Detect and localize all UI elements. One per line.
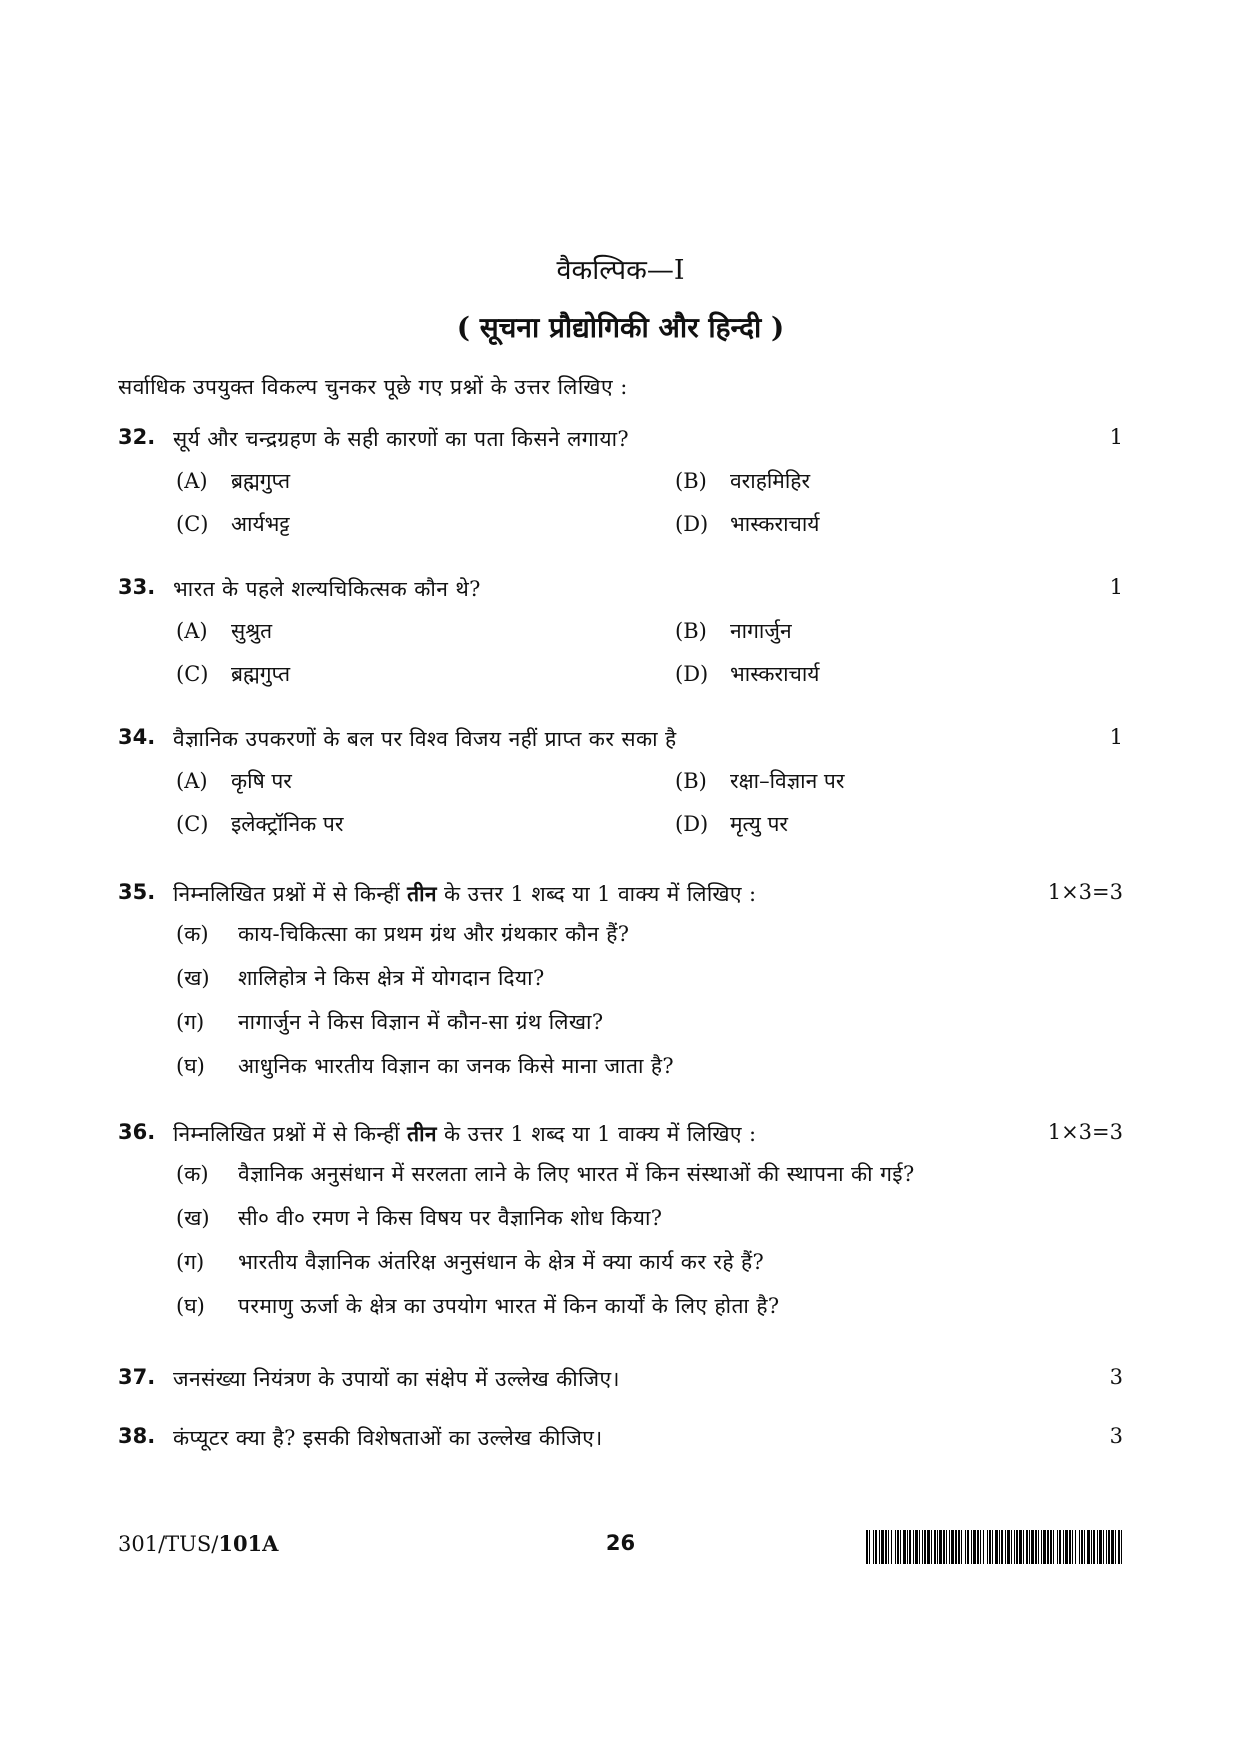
question-37 <box>118 1365 1123 1405</box>
sub-question: (ग) भारतीय वैज्ञानिक अंतरिक्ष अनुसंधान के क्षेत्र में क्या कार्य कर रहे हैं? <box>176 1250 765 1274</box>
paper-code: 301/TUS/101A <box>118 1531 279 1556</box>
option-c <box>176 810 343 838</box>
question-number: 32. <box>118 425 156 449</box>
question-text: भारत के पहले शल्यचिकित्सक कौन थे? <box>173 577 481 601</box>
instruction-text: सर्वाधिक उपयुक्त विकल्प चुनकर पूछे गए प्रश्नों के उत्तर लिखिए : <box>118 375 628 399</box>
option-label: (A) <box>176 619 208 643</box>
option-b <box>675 767 844 795</box>
question-marks: 1×3=3 <box>1047 1120 1123 1144</box>
emphasis-text: तीन <box>407 881 437 906</box>
question-38 <box>118 1424 1123 1464</box>
question-32 <box>118 425 1123 465</box>
option-label: (D) <box>675 512 709 536</box>
sub-question: (घ) परमाणु ऊर्जा के क्षेत्र का उपयोग भारत में किन कार्यों के लिए होता है? <box>176 1294 780 1318</box>
question-text: कंप्यूटर क्या है? इसकी विशेषताओं का उल्लेख कीजिए। <box>173 1426 603 1450</box>
question-text: निम्नलिखित प्रश्नों में से किन्हीं तीन के उत्तर 1 शब्द या 1 वाक्य में लिखिए : <box>173 1121 757 1146</box>
question-text: वैज्ञानिक उपकरणों के बल पर विश्व विजय नहीं प्राप्त कर सका है <box>173 727 677 751</box>
option-d <box>675 660 819 688</box>
question-marks: 1 <box>1109 725 1123 749</box>
option-a <box>176 617 272 645</box>
option-text: वराहमिहिर <box>730 469 811 493</box>
option-a <box>176 767 292 795</box>
question-number: 36. <box>118 1120 156 1144</box>
option-label: (A) <box>176 769 208 793</box>
option-text: मृत्यु पर <box>730 812 789 836</box>
question-number: 35. <box>118 880 156 904</box>
option-text: ब्रह्मगुप्त <box>231 662 291 686</box>
question-34 <box>118 725 1123 765</box>
question-number: 34. <box>118 725 156 749</box>
option-d <box>675 510 819 538</box>
question-marks: 3 <box>1109 1424 1123 1448</box>
emphasis-text: तीन <box>407 1121 437 1146</box>
question-number: 37. <box>118 1365 156 1389</box>
option-c <box>176 660 290 688</box>
option-label: (C) <box>176 512 209 536</box>
question-36 <box>118 1120 1123 1336</box>
question-text: निम्नलिखित प्रश्नों में से किन्हीं तीन के उत्तर 1 शब्द या 1 वाक्य में लिखिए : <box>173 881 757 906</box>
question-marks: 3 <box>1109 1365 1123 1389</box>
option-text: रक्षा–विज्ञान पर <box>730 769 845 793</box>
option-label: (B) <box>675 619 707 643</box>
option-text: कृषि पर <box>231 769 292 793</box>
option-b <box>675 617 792 645</box>
option-label: (C) <box>176 812 209 836</box>
option-label: (B) <box>675 769 707 793</box>
question-text: जनसंख्या नियंत्रण के उपायों का संक्षेप में उल्लेख कीजिए। <box>173 1367 620 1391</box>
option-label: (D) <box>675 662 709 686</box>
option-label: (D) <box>675 812 709 836</box>
option-b <box>675 467 810 495</box>
question-text: सूर्य और चन्द्रग्रहण के सही कारणों का पता किसने लगाया? <box>173 427 630 451</box>
sub-question: (ख) शालिहोत्र ने किस क्षेत्र में योगदान दिया? <box>176 966 545 990</box>
option-c <box>176 510 290 538</box>
question-marks: 1 <box>1109 575 1123 599</box>
option-label: (B) <box>675 469 707 493</box>
barcode-icon <box>866 1530 1123 1564</box>
option-text: इलेक्ट्रॉनिक पर <box>231 812 344 836</box>
question-33 <box>118 575 1123 615</box>
sub-question: (घ) आधुनिक भारतीय विज्ञान का जनक किसे माना जाता है? <box>176 1054 675 1078</box>
option-label: (C) <box>176 662 209 686</box>
option-text: सुश्रुत <box>231 619 273 643</box>
sub-question: (ग) नागार्जुन ने किस विज्ञान में कौन-सा ग्रंथ लिखा? <box>176 1010 604 1034</box>
option-text: भास्कराचार्य <box>730 512 820 536</box>
question-number: 38. <box>118 1424 156 1448</box>
sub-question: (क) वैज्ञानिक अनुसंधान में सरलता लाने के लिए भारत में किन संस्थाओं की स्थापना की गई? <box>176 1162 915 1186</box>
option-text: भास्कराचार्य <box>730 662 820 686</box>
sub-question: (क) काय-चिकित्सा का प्रथम ग्रंथ और ग्रंथकार कौन हैं? <box>176 922 630 946</box>
sub-question: (ख) सी० वी० रमण ने किस विषय पर वैज्ञानिक शोध किया? <box>176 1206 663 1230</box>
option-a <box>176 467 290 495</box>
option-text: नागार्जुन <box>730 619 792 643</box>
option-text: आर्यभट्ट <box>231 512 290 536</box>
option-d <box>675 810 788 838</box>
question-marks: 1 <box>1109 425 1123 449</box>
subject-heading: ( सूचना प्रौद्योगिकी और हिन्दी ) <box>456 311 785 344</box>
question-35 <box>118 880 1123 1096</box>
question-number: 33. <box>118 575 156 599</box>
page-number: 26 <box>605 1531 636 1555</box>
question-marks: 1×3=3 <box>1047 880 1123 904</box>
option-text: ब्रह्मगुप्त <box>231 469 291 493</box>
section-heading: वैकल्पिक—I <box>556 255 685 286</box>
option-label: (A) <box>176 469 208 493</box>
